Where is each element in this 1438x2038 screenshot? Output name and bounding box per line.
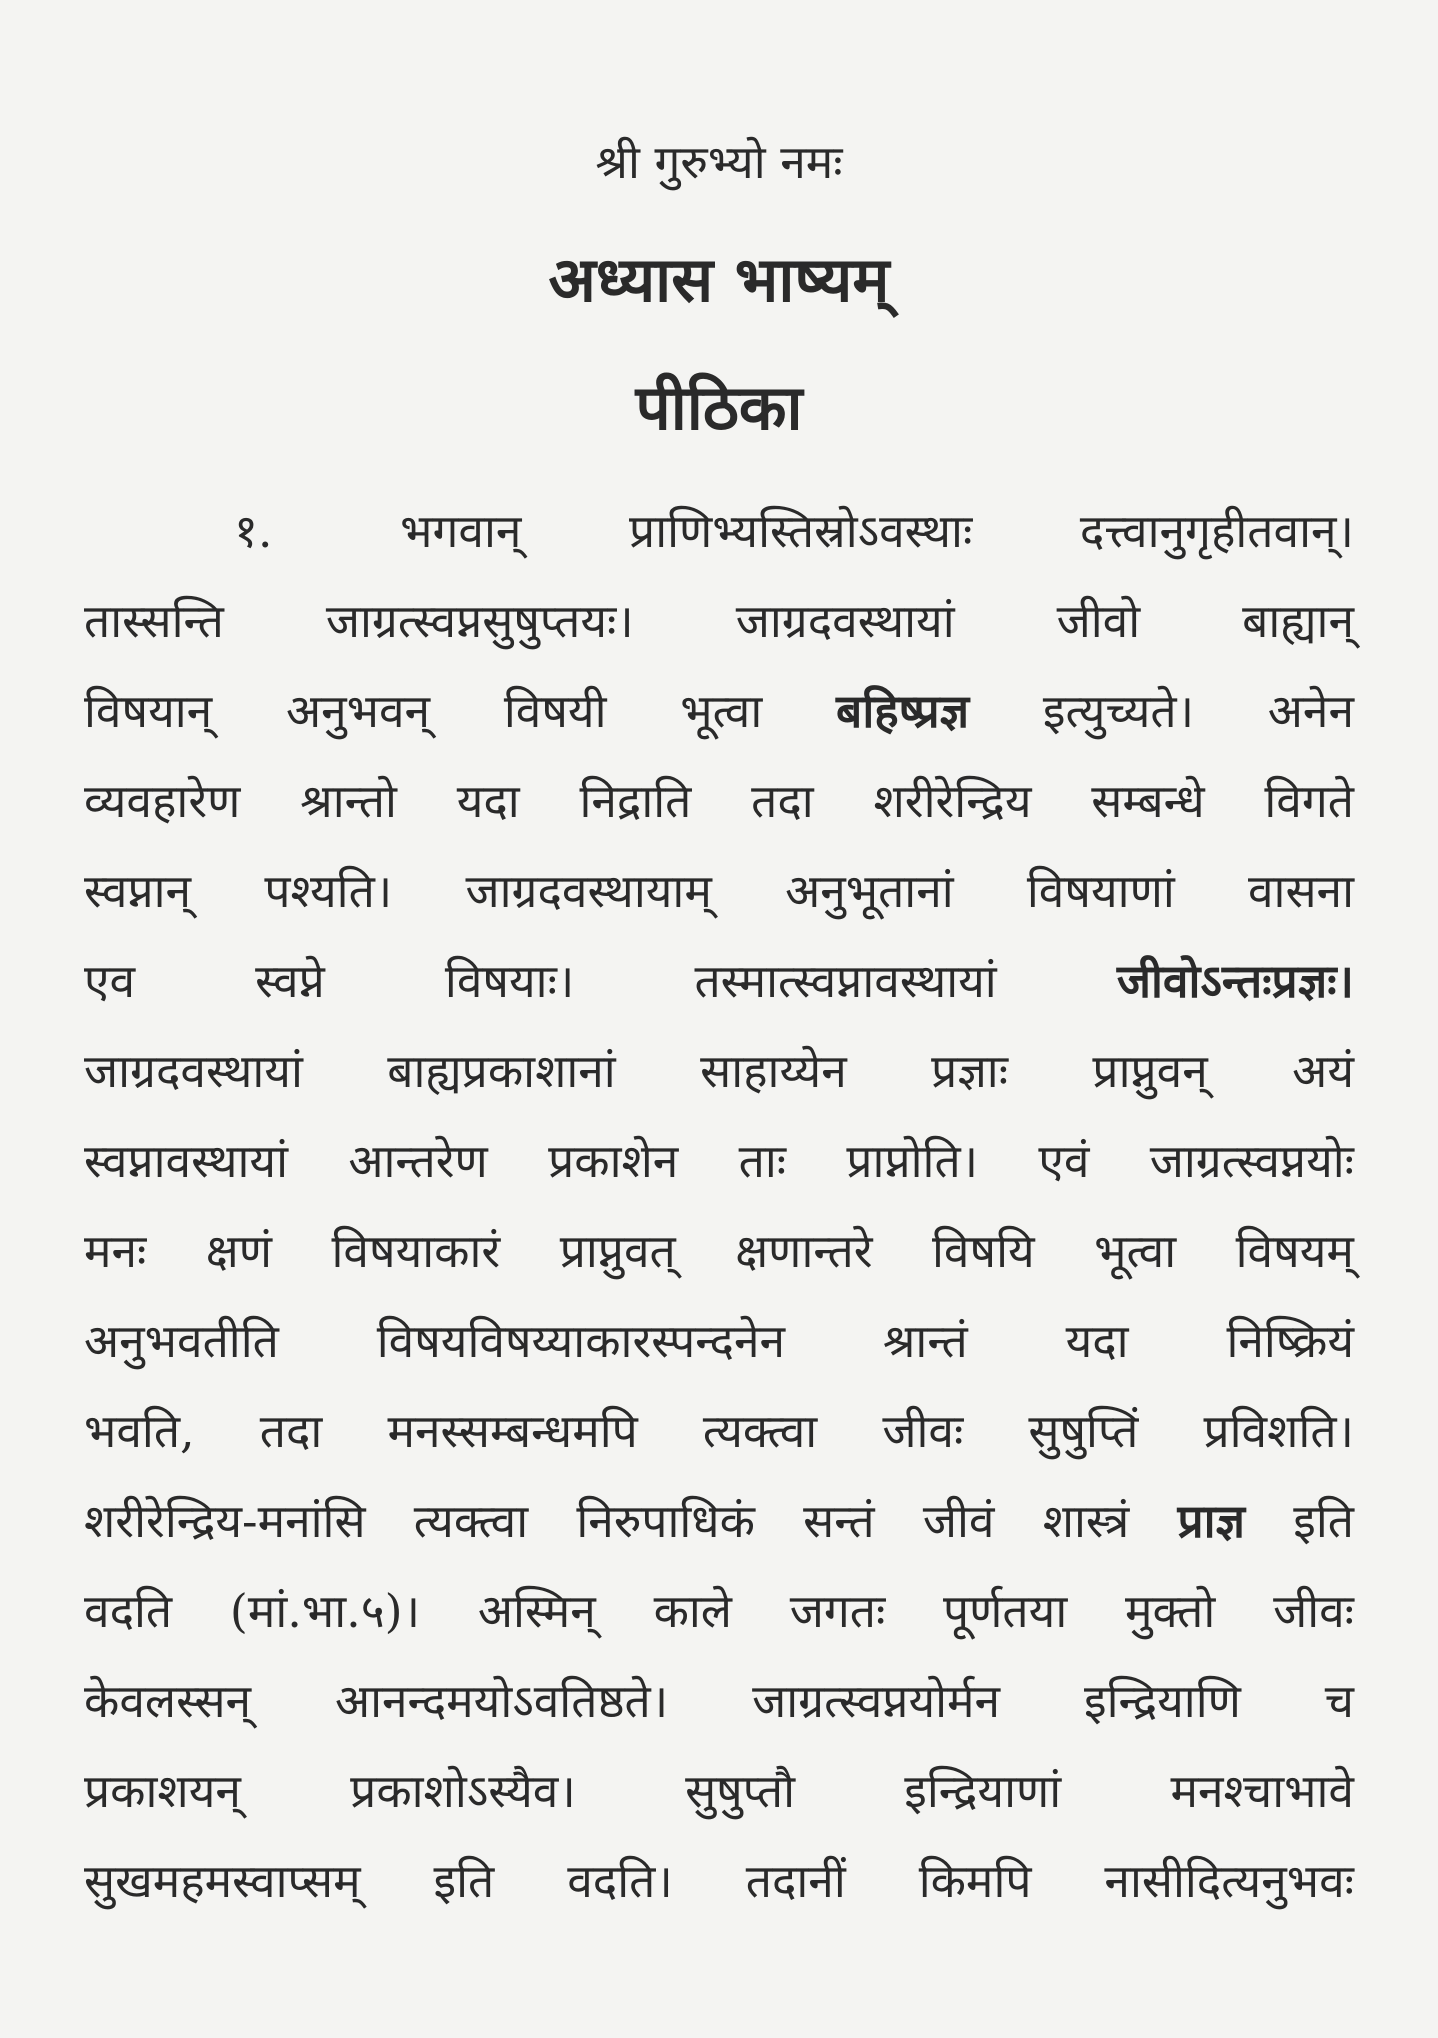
bold-term: बहिष्प्रज्ञ	[836, 684, 970, 738]
word: एवं	[1038, 1134, 1090, 1188]
word: सुषुप्तौ	[685, 1764, 796, 1818]
word: काले	[653, 1584, 732, 1638]
citation: (मां.भा.५)।	[229, 1584, 421, 1638]
word: जीवं	[922, 1494, 995, 1548]
text-line-7	[84, 1026, 1354, 1116]
text-line-12	[84, 1476, 1354, 1566]
word: किमपि	[918, 1854, 1032, 1908]
word: त्यक्त्वा	[413, 1494, 529, 1548]
word: इति	[433, 1854, 495, 1908]
text-line-9	[84, 1206, 1354, 1296]
word: आनन्दमयोऽवतिष्ठते।	[334, 1674, 669, 1728]
word: शास्त्रं	[1042, 1494, 1130, 1548]
word: अनुभवतीति	[84, 1314, 279, 1368]
word: वासना	[1247, 864, 1354, 918]
word: श्रान्तं	[882, 1314, 968, 1368]
word: तदानीं	[745, 1854, 846, 1908]
word: इति	[1293, 1494, 1354, 1548]
word: जाग्रदवस्थायां	[735, 594, 955, 648]
word: विषयान्	[84, 684, 213, 738]
word: विषयाः।	[444, 954, 575, 1008]
word: जाग्रत्स्वप्नयोः	[1149, 1134, 1354, 1188]
text-line-4	[84, 756, 1354, 846]
word: भूत्वा	[680, 684, 763, 738]
word: जाग्रत्स्वप्नसुषुप्तयः।	[325, 594, 634, 648]
word: विगते	[1264, 774, 1354, 828]
word: प्रज्ञाः	[931, 1044, 1009, 1098]
word: प्रकाशोऽस्यैव।	[350, 1764, 576, 1818]
word: इत्युच्यते।	[1042, 684, 1195, 738]
word: विषयविषय्याकारस्पन्दनेन	[376, 1314, 785, 1368]
word: इन्द्रियाणि	[1083, 1674, 1241, 1728]
word: प्राप्नुवन्	[1092, 1044, 1208, 1098]
text-line-5	[84, 846, 1354, 936]
text-line-8	[84, 1116, 1354, 1206]
word: विषयि	[932, 1224, 1035, 1278]
word: मनस्सम्बन्धमपि	[387, 1404, 638, 1458]
word: विषयी	[503, 684, 607, 738]
word: जाग्रदवस्थायाम्	[465, 864, 712, 918]
word: यदा	[456, 774, 520, 828]
word: नासीदित्यनुभवः	[1104, 1854, 1354, 1908]
word: प्राप्नोति।	[846, 1134, 979, 1188]
word: निद्राति	[579, 774, 692, 828]
word: अनुभूतानां	[785, 864, 954, 918]
word: सुषुप्तिं	[1028, 1404, 1139, 1458]
word: जीवः	[882, 1404, 964, 1458]
word: सुखमहमस्वाप्सम्	[84, 1854, 361, 1908]
word: प्रविशति।	[1203, 1404, 1354, 1458]
word: भूत्वा	[1094, 1224, 1177, 1278]
text-line-15	[84, 1746, 1354, 1836]
text-line-14	[84, 1656, 1354, 1746]
word: शरीरेन्द्रिय-मनांसि	[84, 1494, 366, 1548]
word: निष्क्रियं	[1226, 1314, 1354, 1368]
text-line-11	[84, 1386, 1354, 1476]
word: वदति।	[567, 1854, 673, 1908]
word: पूर्णतया	[943, 1584, 1068, 1638]
word: व्यवहारेण	[84, 774, 241, 828]
word: तदा	[751, 774, 814, 828]
word: भवति,	[84, 1404, 195, 1458]
invocation-line: श्री गुरुभ्यो नमः	[595, 135, 843, 189]
word: विषयम्	[1235, 1224, 1354, 1278]
word: बाह्यप्रकाशानां	[387, 1044, 616, 1098]
text-line-6	[84, 936, 1354, 1026]
text-line-10	[84, 1296, 1354, 1386]
word: श्रान्तो	[300, 774, 397, 828]
word: पश्यति।	[264, 864, 393, 918]
word: प्रकाशेन	[548, 1134, 679, 1188]
word: जगतः	[789, 1584, 886, 1638]
text-line-13	[84, 1566, 1354, 1656]
bold-term: प्राज्ञ	[1177, 1494, 1246, 1548]
word: विषयाणां	[1026, 864, 1175, 918]
word: तदा	[259, 1404, 323, 1458]
word: मनश्चाभावे	[1170, 1764, 1354, 1818]
word: साहाय्येन	[700, 1044, 847, 1098]
word: जीवो	[1056, 594, 1141, 648]
word: प्रकाशयन्	[84, 1764, 241, 1818]
word: जीवः	[1273, 1584, 1354, 1638]
word: इन्द्रियाणां	[904, 1764, 1062, 1818]
word: स्वप्ने	[255, 954, 325, 1008]
word: बाह्यान्	[1242, 594, 1354, 648]
word: निरुपाधिकं	[576, 1494, 755, 1548]
word: एव	[84, 954, 136, 1008]
word: प्राप्नुवत्	[559, 1224, 676, 1278]
word: जाग्रत्स्वप्नयोर्मन	[752, 1674, 1001, 1728]
word: मनः	[84, 1224, 147, 1278]
word: तस्मात्स्वप्नावस्थायां	[694, 954, 997, 1008]
word: अनुभवन्	[285, 684, 431, 738]
bold-term: जीवोऽन्तःप्रज्ञः।	[1116, 954, 1354, 1008]
word: आन्तरेण	[348, 1134, 488, 1188]
word: स्वप्नावस्थायां	[84, 1134, 289, 1188]
word: ताः	[738, 1134, 787, 1188]
body-paragraph	[84, 486, 1354, 1926]
word: मुक्तो	[1125, 1584, 1216, 1638]
word: अनेन	[1267, 684, 1354, 738]
word: यदा	[1065, 1314, 1129, 1368]
text-line-2	[84, 576, 1354, 666]
word: अस्मिन्	[477, 1584, 596, 1638]
word: सन्तं	[803, 1494, 875, 1548]
word: वदति	[84, 1584, 173, 1638]
section-subtitle: पीठिका	[635, 371, 803, 444]
word: भगवान्	[400, 504, 522, 558]
word: दत्त्वानुगृहीतवान्।	[1079, 504, 1354, 558]
word: त्यक्त्वा	[702, 1404, 818, 1458]
word: जाग्रदवस्थायां	[84, 1044, 303, 1098]
word: क्षणान्तरे	[735, 1224, 873, 1278]
word: शरीरेन्द्रिय	[873, 774, 1032, 828]
word: विषयाकारं	[331, 1224, 501, 1278]
word: सम्बन्धे	[1091, 774, 1205, 828]
word: तास्सन्ति	[84, 594, 224, 648]
word: क्षणं	[205, 1224, 273, 1278]
word: केवलस्सन्	[84, 1674, 252, 1728]
text-line-3	[84, 666, 1354, 756]
text-line-1	[84, 486, 1354, 576]
word: स्वप्नान्	[84, 864, 192, 918]
page-title: अध्यास भाष्यम्	[548, 243, 890, 316]
paragraph-number: १.	[234, 504, 273, 558]
word: च	[1324, 1674, 1354, 1728]
word: अयं	[1292, 1044, 1354, 1098]
text-line-16	[84, 1836, 1354, 1926]
word: प्राणिभ्यस्तिस्रोऽवस्थाः	[629, 504, 973, 558]
